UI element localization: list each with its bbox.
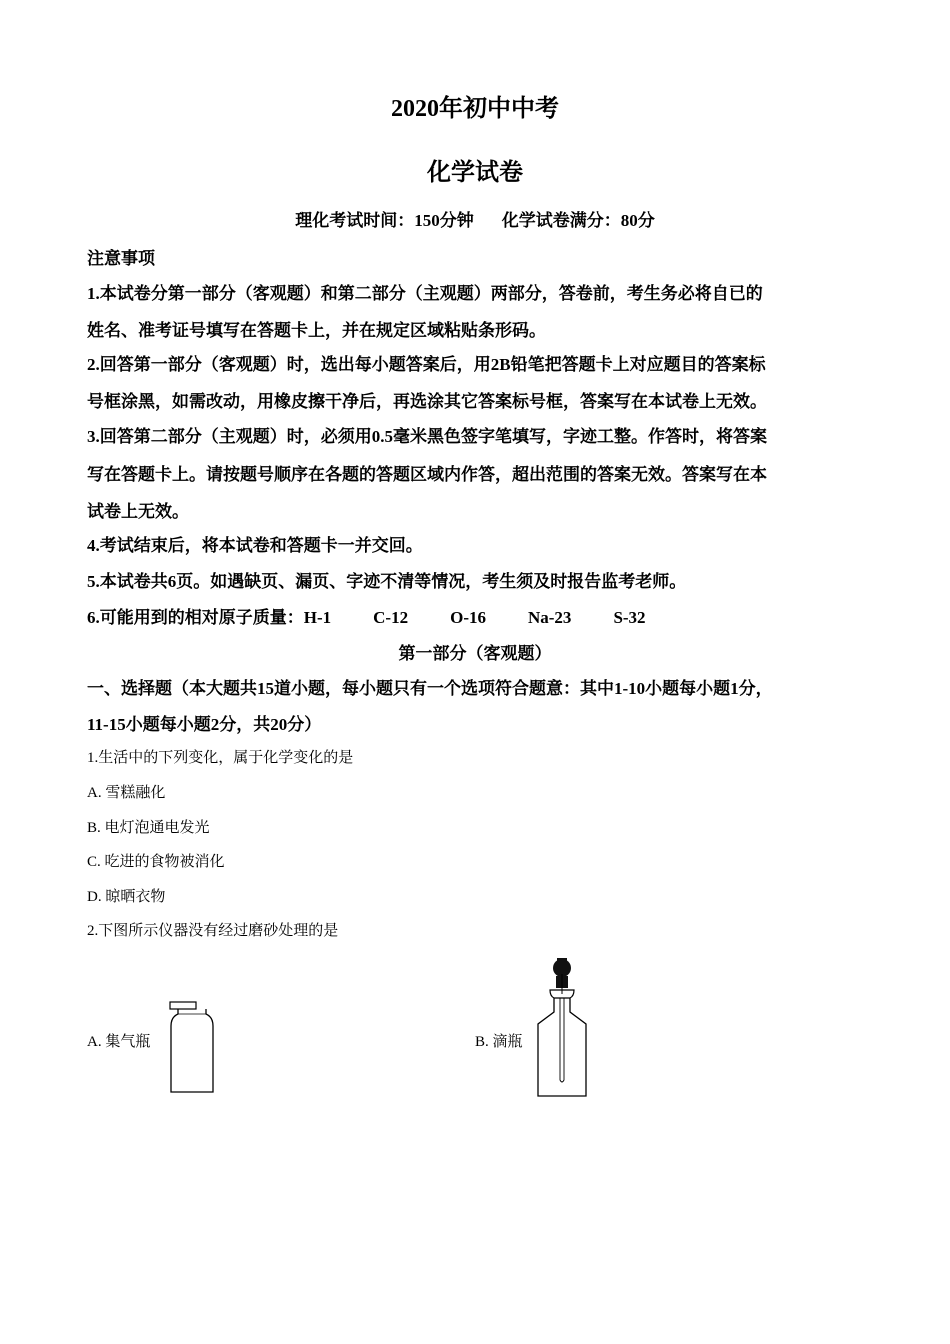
- note-line: 2.回答第一部分（客观题）时，选出每小题答案后，用2B铅笔把答题卡上对应题目的答案标: [87, 355, 766, 374]
- atomic-mass-o: O-16: [450, 608, 486, 627]
- option-a: A. 集气瓶: [87, 1034, 151, 1050]
- exam-title: 2020年初中中考: [391, 96, 559, 122]
- note-line: 5.本试卷共6页。如遇缺页、漏页、字迹不清等情况，考生须及时报告监考老师。: [87, 572, 687, 591]
- atomic-mass-na: Na-23: [527, 608, 572, 627]
- section-instructions: 一、选择题（本大题共15道小题，每小题只有一个选项符合题意：其中1-10小题每小题1分，: [87, 679, 773, 698]
- atomic-mass-h: H-1: [303, 608, 332, 627]
- dropper-bottle-image: [534, 954, 590, 1100]
- option-a: A. 雪糕融化: [87, 785, 166, 801]
- notes-heading: 注意事项: [87, 249, 155, 268]
- note-line: 号框涂黑，如需改动，用橡皮擦干净后，再选涂其它答案标号框，答案写在本试卷上无效。: [87, 392, 767, 411]
- atomic-mass-label: 6.可能用到的相对原子质量：: [87, 608, 304, 627]
- atomic-mass-c: C-12: [373, 608, 409, 627]
- question-stem: 2.下图所示仪器没有经过磨砂处理的是: [87, 923, 339, 939]
- option-d: D. 晾晒衣物: [87, 889, 166, 905]
- note-line: 4.考试结束后，将本试卷和答题卡一并交回。: [87, 536, 423, 555]
- section-instructions: 11-15小题每小题2分，共20分）: [87, 715, 322, 734]
- part-title: 第一部分（客观题）: [398, 644, 552, 663]
- exam-info: [0, 206, 950, 231]
- note-line: 3.回答第二部分（主观题）时，必须用0.5毫米黑色签字笔填写，字迹工整。作答时，将答案: [87, 427, 767, 446]
- question-stem: 1.生活中的下列变化，属于化学变化的是: [87, 750, 354, 766]
- note-line: 写在答题卡上。请按题号顺序在各题的答题区域内作答，超出范围的答案无效。答案写在本: [87, 465, 767, 484]
- atomic-mass-s: S-32: [613, 608, 646, 627]
- note-line: 试卷上无效。: [87, 502, 189, 521]
- note-line: 1.本试卷分第一部分（客观题）和第二部分（主观题）两部分，答卷前，考生务必将自已的: [87, 284, 763, 303]
- note-line: 姓名、准考证号填写在答题卡上，并在规定区域粘贴条形码。: [87, 321, 546, 340]
- atomic-mass-line: [87, 603, 877, 628]
- time-info: 理化考试时间：150分钟: [295, 211, 474, 230]
- score-info: 化学试卷满分：80分: [501, 211, 655, 230]
- option-b: B. 滴瓶: [475, 1034, 523, 1050]
- option-b: B. 电灯泡通电发光: [87, 820, 210, 836]
- subject-title: 化学试卷: [427, 160, 523, 186]
- option-c: C. 吃进的食物被消化: [87, 854, 225, 870]
- gas-jar-image: [166, 1000, 218, 1096]
